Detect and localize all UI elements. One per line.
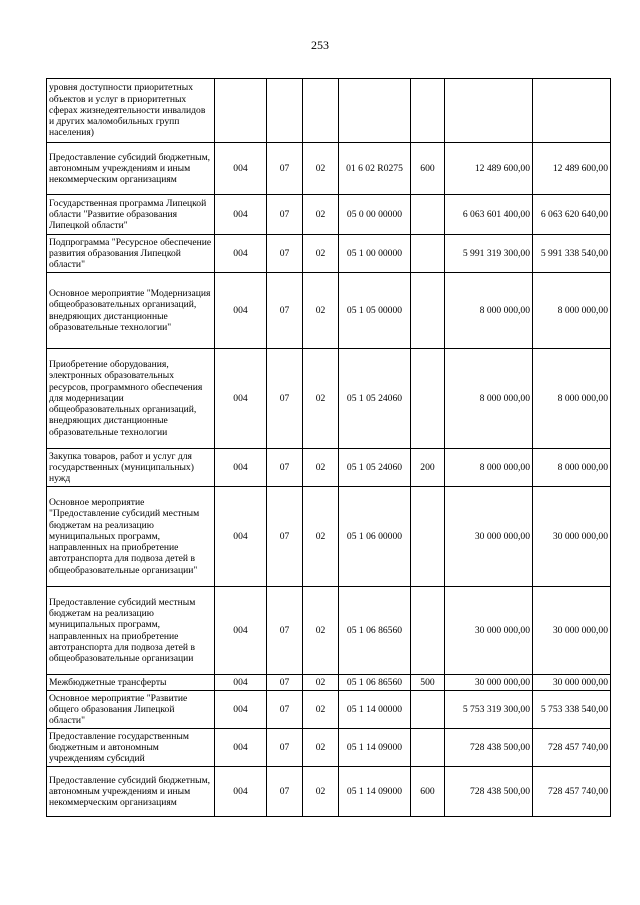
subsection-code (303, 79, 339, 143)
amount-year-1: 8 000 000,00 (445, 349, 533, 449)
subsection-code: 02 (303, 729, 339, 767)
expense-type (411, 195, 445, 235)
amount-year-1: 728 438 500,00 (445, 767, 533, 817)
table-row (47, 349, 611, 449)
section-code: 07 (267, 767, 303, 817)
target-article: 05 1 14 00000 (339, 691, 411, 729)
amount-year-2: 5 753 338 540,00 (533, 691, 611, 729)
target-article: 05 1 05 24060 (339, 449, 411, 487)
budget-table (46, 78, 611, 817)
amount-year-2: 12 489 600,00 (533, 143, 611, 195)
amount-year-2: 6 063 620 640,00 (533, 195, 611, 235)
amount-year-2: 8 000 000,00 (533, 449, 611, 487)
section-code: 07 (267, 691, 303, 729)
table-row (47, 273, 611, 349)
section-code: 07 (267, 487, 303, 587)
row-name: Основное мероприятие "Предоставление субсидий местным бюджетам на реализацию муниципальных программ, направленных на приобретение автотранспорта для подвоза детей в общеобразовательные организации" (47, 487, 215, 587)
expense-type (411, 273, 445, 349)
table-row (47, 195, 611, 235)
target-article: 05 1 05 24060 (339, 349, 411, 449)
subsection-code: 02 (303, 767, 339, 817)
row-name: Предоставление субсидий бюджетным, автономным учреждениям и иным некоммерческим организациям (47, 767, 215, 817)
ministry-code: 004 (215, 487, 267, 587)
amount-year-1: 5 753 319 300,00 (445, 691, 533, 729)
target-article (339, 79, 411, 143)
table-row (47, 691, 611, 729)
expense-type (411, 235, 445, 273)
expense-type (411, 79, 445, 143)
amount-year-2 (533, 79, 611, 143)
target-article: 05 1 06 00000 (339, 487, 411, 587)
amount-year-1: 8 000 000,00 (445, 449, 533, 487)
section-code: 07 (267, 587, 303, 675)
table-row (47, 729, 611, 767)
amount-year-1: 12 489 600,00 (445, 143, 533, 195)
amount-year-1: 8 000 000,00 (445, 273, 533, 349)
section-code: 07 (267, 729, 303, 767)
budget-table-body (47, 79, 611, 817)
target-article: 05 1 05 00000 (339, 273, 411, 349)
table-row (47, 587, 611, 675)
subsection-code: 02 (303, 587, 339, 675)
subsection-code: 02 (303, 691, 339, 729)
subsection-code: 02 (303, 487, 339, 587)
target-article: 05 0 00 00000 (339, 195, 411, 235)
expense-type (411, 349, 445, 449)
amount-year-1: 6 063 601 400,00 (445, 195, 533, 235)
target-article: 05 1 06 86560 (339, 587, 411, 675)
row-name: Основное мероприятие "Развитие общего образования Липецкой области" (47, 691, 215, 729)
amount-year-2: 8 000 000,00 (533, 273, 611, 349)
row-name: Подпрограмма "Ресурсное обеспечение развития образования Липецкой области" (47, 235, 215, 273)
amount-year-2: 30 000 000,00 (533, 487, 611, 587)
ministry-code: 004 (215, 273, 267, 349)
table-row (47, 449, 611, 487)
table-row (47, 143, 611, 195)
ministry-code: 004 (215, 675, 267, 691)
table-row (47, 675, 611, 691)
table-row (47, 235, 611, 273)
row-name: Предоставление субсидий бюджетным, автономным учреждениям и иным некоммерческим организациям (47, 143, 215, 195)
amount-year-2: 30 000 000,00 (533, 587, 611, 675)
amount-year-1: 30 000 000,00 (445, 487, 533, 587)
row-name: Предоставление субсидий местным бюджетам на реализацию муниципальных программ, направленных на приобретение автотранспорта для подвоза детей в общеобразовательные организации (47, 587, 215, 675)
ministry-code (215, 79, 267, 143)
amount-year-2: 8 000 000,00 (533, 349, 611, 449)
amount-year-1: 30 000 000,00 (445, 675, 533, 691)
expense-type (411, 691, 445, 729)
amount-year-2: 5 991 338 540,00 (533, 235, 611, 273)
ministry-code: 004 (215, 235, 267, 273)
amount-year-2: 728 457 740,00 (533, 729, 611, 767)
section-code: 07 (267, 349, 303, 449)
target-article: 05 1 00 00000 (339, 235, 411, 273)
section-code: 07 (267, 273, 303, 349)
ministry-code: 004 (215, 349, 267, 449)
page-number: 253 (311, 38, 329, 52)
expense-type (411, 587, 445, 675)
amount-year-1: 30 000 000,00 (445, 587, 533, 675)
section-code (267, 79, 303, 143)
subsection-code: 02 (303, 349, 339, 449)
row-name: уровня доступности приоритетных объектов и услуг в приоритетных сферах жизнедеятельности инвалидов и других маломобильных групп населения) (47, 79, 215, 143)
ministry-code: 004 (215, 729, 267, 767)
amount-year-1: 5 991 319 300,00 (445, 235, 533, 273)
section-code: 07 (267, 449, 303, 487)
ministry-code: 004 (215, 767, 267, 817)
subsection-code: 02 (303, 449, 339, 487)
subsection-code: 02 (303, 675, 339, 691)
expense-type (411, 487, 445, 587)
target-article: 01 6 02 R0275 (339, 143, 411, 195)
section-code: 07 (267, 143, 303, 195)
row-name: Предоставление государственным бюджетным и автономным учреждениям субсидий (47, 729, 215, 767)
ministry-code: 004 (215, 449, 267, 487)
section-code: 07 (267, 675, 303, 691)
target-article: 05 1 14 09000 (339, 767, 411, 817)
amount-year-2: 728 457 740,00 (533, 767, 611, 817)
target-article: 05 1 14 09000 (339, 729, 411, 767)
amount-year-2: 30 000 000,00 (533, 675, 611, 691)
expense-type: 500 (411, 675, 445, 691)
row-name: Закупка товаров, работ и услуг для государственных (муниципальных) нужд (47, 449, 215, 487)
row-name: Основное мероприятие "Модернизация общеобразовательных организаций, внедряющих дистанционные образовательные технологии" (47, 273, 215, 349)
subsection-code: 02 (303, 273, 339, 349)
amount-year-1: 728 438 500,00 (445, 729, 533, 767)
subsection-code: 02 (303, 235, 339, 273)
expense-type: 600 (411, 143, 445, 195)
table-row (47, 487, 611, 587)
target-article: 05 1 06 86560 (339, 675, 411, 691)
expense-type (411, 729, 445, 767)
subsection-code: 02 (303, 143, 339, 195)
ministry-code: 004 (215, 587, 267, 675)
ministry-code: 004 (215, 195, 267, 235)
expense-type: 200 (411, 449, 445, 487)
table-row (47, 767, 611, 817)
subsection-code: 02 (303, 195, 339, 235)
expense-type: 600 (411, 767, 445, 817)
table-row (47, 79, 611, 143)
ministry-code: 004 (215, 143, 267, 195)
row-name: Приобретение оборудования, электронных образовательных ресурсов, программного обеспечения для модернизации общеобразовательных организаций, внедряющих дистанционные образовательные технологии (47, 349, 215, 449)
amount-year-1 (445, 79, 533, 143)
row-name: Государственная программа Липецкой области "Развитие образования Липецкой области" (47, 195, 215, 235)
ministry-code: 004 (215, 691, 267, 729)
section-code: 07 (267, 235, 303, 273)
section-code: 07 (267, 195, 303, 235)
row-name: Межбюджетные трансферты (47, 675, 215, 691)
